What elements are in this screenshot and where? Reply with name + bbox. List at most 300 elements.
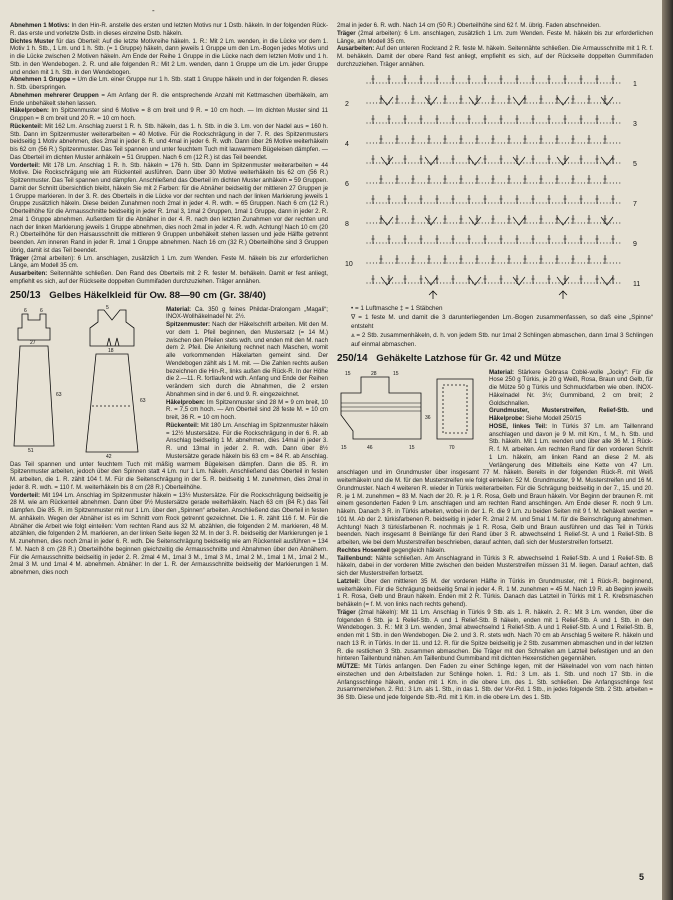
chain-stitch-mark: [574, 82, 575, 83]
paragraph: [337, 663, 653, 702]
chain-stitch-mark: [616, 182, 617, 183]
chain-stitch-mark: [610, 102, 611, 103]
chain-stitch-mark: [459, 242, 460, 243]
chain-stitch-mark: [392, 122, 393, 123]
paragraph-label: Ausarbeiten:: [337, 45, 375, 53]
chain-stitch-mark: [418, 82, 419, 83]
chain-stitch-mark: [539, 202, 540, 203]
chain-stitch-mark: [562, 82, 563, 83]
chain-stitch-mark: [478, 102, 479, 103]
chain-stitch-mark: [491, 122, 492, 123]
chain-stitch-mark: [552, 182, 553, 183]
chain-stitch-mark: [440, 202, 441, 203]
chain-stitch-mark: [379, 242, 380, 243]
chain-stitch-mark: [491, 262, 492, 263]
svg-text:18: 18: [108, 347, 114, 354]
paragraph: [337, 30, 653, 46]
paragraph-text: (2mal häkeln): Mit 11 Lm. Anschlag in Türkis 9 Stb. als 1. R. häkeln. 2. R.: Mit 3 Lm. wenden, über die folgenden 6 Stb. je 1 Relief-Stb. A und 1 Relief-Stb. B häkeln, enden mit 1 Relief-Stb. A und 1 Stb. in den Wendebogen. 3. R.: Mit 3 Lm. wenden, 3mal abwechselnd 1 Relief-Stb. A und 1 Relief-Stb. A und 1 Relief-Stb. B, enden mit 1 Stb. in den Wendebogen. Die 2. und 3. R. stets wdh. Nach 70 cm ab Anschlag 5 weitere R. häkeln und nach 13 R. in Türkis. In der 11. und 12. R. für die Spitze beidseitig je 2 Stb. zusammen abmaschen und in der letzten R. die restlichen 3 Stb. zusammen abmaschen. Die Träger mit den Schnallen am Latzteil befestigen und an den hinteren Taillenbund nähen. Am Taillenbund Gummiband mit dichten Hexenstichen gegennähen.: [337, 608, 653, 663]
chain-stitch-mark: [558, 102, 559, 103]
chain-stitch-mark: [610, 262, 611, 263]
chain-stitch-mark: [379, 262, 380, 263]
chain-stitch-mark: [411, 82, 412, 83]
chain-stitch-mark: [475, 202, 476, 203]
chain-stitch-mark: [514, 262, 515, 263]
chain-stitch-mark: [610, 242, 611, 243]
chain-stitch-mark: [494, 202, 495, 203]
chain-stitch-mark: [600, 82, 601, 83]
chain-stitch-mark: [517, 262, 518, 263]
chain-stitch-mark: [616, 82, 617, 83]
crochet-chart: [337, 69, 653, 301]
chain-stitch-mark: [424, 82, 425, 83]
chain-stitch-mark: [491, 242, 492, 243]
chain-stitch-mark: [386, 182, 387, 183]
chain-stitch-mark: [411, 242, 412, 243]
dress-schematic-svg: [10, 304, 160, 460]
chain-stitch-mark: [482, 182, 483, 183]
chain-stitch-mark: [590, 282, 591, 283]
spider-stitch-mark: [601, 217, 613, 225]
chain-stitch-mark: [606, 142, 607, 143]
chain-stitch-mark: [366, 182, 367, 183]
chain-stitch-mark: [424, 242, 425, 243]
chain-stitch-mark: [606, 202, 607, 203]
svg-text:63: 63: [140, 397, 146, 404]
chain-stitch-mark: [450, 102, 451, 103]
chain-stitch-mark: [568, 162, 569, 163]
chain-stitch-mark: [546, 82, 547, 83]
chain-stitch-mark: [456, 142, 457, 143]
chain-stitch-mark: [450, 282, 451, 283]
svg-text:15: 15: [393, 370, 399, 377]
chain-stitch-mark: [494, 222, 495, 223]
chain-stitch-mark: [594, 202, 595, 203]
svg-text:51: 51: [28, 447, 34, 454]
chain-stitch-mark: [427, 262, 428, 263]
paragraph: [337, 22, 653, 30]
chain-stitch-mark: [546, 222, 547, 223]
chain-stitch-mark: [549, 102, 550, 103]
paragraph-label: Spitzenmuster:: [166, 321, 211, 328]
chain-stitch-mark: [498, 282, 499, 283]
paragraph: [337, 578, 653, 609]
chain-stitch-mark: [370, 282, 371, 283]
chain-stitch-mark: [418, 122, 419, 123]
chain-stitch-mark: [539, 142, 540, 143]
chain-stitch-mark: [555, 122, 556, 123]
paragraph-label: Ausarbeiten:: [10, 270, 48, 277]
chain-stitch-mark: [568, 122, 569, 123]
chain-stitch-mark: [619, 202, 620, 203]
chain-stitch-mark: [430, 262, 431, 263]
chain-stitch-mark: [466, 122, 467, 123]
chain-stitch-mark: [424, 262, 425, 263]
chain-stitch-mark: [504, 142, 505, 143]
paragraph-text: Mit Türkis anfangen. Den Faden zu einer Schlinge legen, mit der Häkelnadel von vorn nach hinten einstechen und den Arbeitsfaden zur Schlinge holen. 1. Rd.: 3 Lm. als 1. Stb. und noch 17 Stb. in die Anfangsschlinge häkeln, enden mit 1 Km. in die obere Lm. des 1. Stb. schließen. Die Anfangsschlinge fest zusammenziehen. 2. Rd.: 3 Lm. als 1. Stb., in das 1. Stb. der Vor-Rd. 1 Stb., in jedes folgende Stb. 2 Stb. arbeiten = 36 Stb. Diese und jede folgende Stb.-Rd. mit 1 Km. in die obere Lm. des 1. Stb.: [337, 663, 653, 701]
chain-stitch-mark: [542, 202, 543, 203]
chain-stitch-mark: [568, 202, 569, 203]
svg-text:63: 63: [56, 391, 62, 398]
chain-stitch-mark: [443, 202, 444, 203]
paragraph-text: 2mal in jeder 6. R. wdh. Nach 14 cm (50 R.) Oberteilhöhe sind 62 f. M. übrig. Faden abschneiden.: [337, 22, 601, 29]
chain-stitch-mark: [568, 282, 569, 283]
chain-stitch-mark: [405, 142, 406, 143]
chain-stitch-mark: [466, 182, 467, 183]
chain-stitch-mark: [488, 82, 489, 83]
chain-stitch-mark: [565, 262, 566, 263]
chain-stitch-mark: [456, 282, 457, 283]
chain-stitch-mark: [450, 262, 451, 263]
chain-stitch-mark: [571, 262, 572, 263]
chain-stitch-mark: [459, 102, 460, 103]
chain-stitch-mark: [587, 242, 588, 243]
chain-stitch-mark: [546, 242, 547, 243]
chain-stitch-mark: [414, 222, 415, 223]
chain-stitch-mark: [494, 182, 495, 183]
chain-stitch-mark: [536, 122, 537, 123]
chain-stitch-mark: [539, 282, 540, 283]
paragraph-label: Vorderteil:: [10, 161, 41, 169]
chain-stitch-mark: [440, 142, 441, 143]
chain-stitch-mark: [440, 82, 441, 83]
chain-stitch-mark: [562, 242, 563, 243]
chain-stitch-mark: [408, 262, 409, 263]
paragraph-text: = Am Anfang der R. die entsprechende Anzahl mit Kettmaschen überhäkeln, am Ende unbehäkelt stehen lassen.: [10, 91, 328, 107]
chain-stitch-mark: [568, 82, 569, 83]
chain-stitch-mark: [526, 202, 527, 203]
chain-stitch-mark: [578, 122, 579, 123]
chain-stitch-mark: [574, 202, 575, 203]
chain-stitch-mark: [619, 182, 620, 183]
chain-stitch-mark: [446, 182, 447, 183]
chain-stitch-mark: [606, 222, 607, 223]
section-heading-250-13: [10, 290, 328, 302]
chain-stitch-mark: [411, 262, 412, 263]
chain-stitch-mark: [616, 202, 617, 203]
chain-stitch-mark: [440, 282, 441, 283]
chain-stitch-mark: [446, 242, 447, 243]
chain-stitch-mark: [462, 182, 463, 183]
chain-stitch-mark: [610, 222, 611, 223]
chain-stitch-mark: [610, 202, 611, 203]
paragraph-text: In den Hin-R. anstelle des ersten und letzten Motivs nur 1 Dstb. häkeln. In der folgenden Rück-R. das erste und vorletzte Dstb. in dieses einzelne Dstb. häkeln.: [10, 22, 329, 37]
chain-stitch-mark: [526, 242, 527, 243]
chain-stitch-mark: [510, 122, 511, 123]
chain-stitch-mark: [578, 142, 579, 143]
chain-stitch-mark: [392, 142, 393, 143]
chain-stitch-mark: [392, 282, 393, 283]
chain-stitch-mark: [587, 122, 588, 123]
chain-stitch-mark: [478, 222, 479, 223]
paragraph-text: Über den mittleren 35 M. der vorderen Hälfte in Türkis im Grundmuster, mit 1 Rück-R. beginnend, weiterhäkeln. Für die Schrägung beidseitig 5mal in jeder 4. R. 1 M. zunehmen = 45 M. Nach 19 R. ab Beginn jeweils 1 R. Rosa, Gelb und Braun häkeln. Enden mit 2 R. Türkis. Danach das Latzteil in Türkis mit 1 R. Krebsmaschen behäkeln (= f. M. von links nach rechts gehend).: [337, 577, 653, 608]
chain-stitch-mark: [501, 142, 502, 143]
chain-stitch-mark: [437, 102, 438, 103]
chain-stitch-mark: [613, 262, 614, 263]
chain-stitch-mark: [610, 82, 611, 83]
chain-stitch-mark: [603, 102, 604, 103]
chain-stitch-mark: [590, 262, 591, 263]
spider-stitch-mark: [601, 97, 613, 105]
page-edge-shadow: [662, 0, 673, 900]
material-label: Material:: [166, 305, 192, 313]
chain-stitch-mark: [603, 162, 604, 163]
chain-stitch-mark: [398, 222, 399, 223]
paragraph: [10, 492, 328, 577]
chain-stitch-mark: [517, 142, 518, 143]
chain-stitch-mark: [405, 222, 406, 223]
chain-stitch-mark: [494, 82, 495, 83]
chain-stitch-mark: [376, 142, 377, 143]
chain-stitch-mark: [594, 142, 595, 143]
chain-stitch-mark: [555, 222, 556, 223]
top-mark: -: [152, 6, 155, 15]
chain-stitch-mark: [482, 222, 483, 223]
chain-stitch-mark: [392, 82, 393, 83]
chain-stitch-mark: [526, 102, 527, 103]
chain-stitch-mark: [472, 262, 473, 263]
chain-stitch-mark: [523, 142, 524, 143]
chain-stitch-mark: [584, 202, 585, 203]
spider-stitch-mark: [425, 97, 437, 105]
pattern-end-arrow: [559, 291, 567, 299]
chain-stitch-mark: [411, 142, 412, 143]
chain-stitch-mark: [450, 182, 451, 183]
chain-stitch-mark: [574, 142, 575, 143]
chain-stitch-mark: [590, 102, 591, 103]
chain-stitch-mark: [376, 242, 377, 243]
chain-stitch-mark: [530, 82, 531, 83]
chain-stitch-mark: [501, 222, 502, 223]
paragraph-label: Rechtes Hosenteil: [337, 546, 390, 554]
chain-stitch-mark: [488, 102, 489, 103]
chain-stitch-mark: [373, 182, 374, 183]
chain-stitch-mark: [386, 262, 387, 263]
chain-stitch-mark: [379, 222, 380, 223]
chain-stitch-mark: [558, 182, 559, 183]
chain-stitch-mark: [616, 162, 617, 163]
chain-stitch-mark: [600, 162, 601, 163]
chain-stitch-mark: [414, 162, 415, 163]
chain-stitch-mark: [514, 122, 515, 123]
chain-stitch-mark: [405, 102, 406, 103]
chain-stitch-mark: [376, 222, 377, 223]
chain-stitch-mark: [373, 262, 374, 263]
chain-stitch-mark: [382, 222, 383, 223]
chain-stitch-mark: [366, 122, 367, 123]
spider-stitch-mark: [469, 157, 481, 165]
chain-stitch-mark: [520, 82, 521, 83]
chain-stitch-mark: [379, 122, 380, 123]
chain-stitch-mark: [488, 142, 489, 143]
chain-stitch-mark: [523, 162, 524, 163]
chain-stitch-mark: [530, 122, 531, 123]
chain-stitch-mark: [610, 182, 611, 183]
chain-stitch-mark: [446, 162, 447, 163]
chain-stitch-mark: [411, 202, 412, 203]
chain-stitch-mark: [594, 102, 595, 103]
chain-stitch-mark: [514, 102, 515, 103]
chain-stitch-mark: [408, 222, 409, 223]
chain-stitch-mark: [574, 282, 575, 283]
chain-stitch-mark: [459, 122, 460, 123]
paragraph-label: Vorderteil:: [10, 491, 41, 499]
chain-stitch-mark: [392, 182, 393, 183]
chain-stitch-mark: [462, 282, 463, 283]
chain-stitch-mark: [450, 82, 451, 83]
chain-stitch-mark: [523, 82, 524, 83]
chain-stitch-mark: [491, 202, 492, 203]
paragraph-text: für das Oberteil: Auf die letzte Motivreihe häkeln. 1. R.: Mit 2 Lm. wenden, in die Lücke vor dem 1. Motiv 1 h. Stb., 1 Lm. und 1 h. Stb. (= 1 Gruppe) häkeln, dann jeweils 1 Gruppe um den Lm.-Bogen jedes Motivs und in die Lücke zwischen 2 Motiven häkeln. Am Ende der Reihe 1 Gruppe in die Lücke nach dem letzten Motiv und 1 h. Stb. in den Wendebogen. 2. R. und alle folgenden R.: Mit 2 Lm. wenden, dann 1 Gruppe um die Lm. jeder Gruppe und enden mit 1 h. Stb. in den Wendebogen.: [10, 37, 328, 76]
chain-stitch-mark: [494, 282, 495, 283]
row-number-left: 10: [345, 260, 353, 268]
section-title: Gelbes Häkelkleid für Ow. 88—90 cm (Gr. 38/40): [49, 289, 266, 301]
chain-stitch-mark: [552, 82, 553, 83]
section-number: 250/14: [337, 352, 368, 364]
paragraph: [337, 609, 653, 663]
chain-stitch-mark: [488, 122, 489, 123]
chain-stitch-mark: [536, 262, 537, 263]
chain-stitch-mark: [446, 122, 447, 123]
chain-stitch-mark: [546, 122, 547, 123]
right-column: [337, 22, 653, 702]
chain-stitch-mark: [376, 262, 377, 263]
paragraph-text: Seitennähte schließen. Den Rand des Oberteils mit 2 R. fester M. behäkeln. Damit er fest anliegt, empfiehlt es sich, auf der Rückseite doppelten Gummifaden durchzuziehen. Träger annähen.: [10, 270, 328, 285]
chain-stitch-mark: [546, 282, 547, 283]
chain-stitch-mark: [408, 242, 409, 243]
chain-stitch-mark: [584, 222, 585, 223]
chain-stitch-mark: [389, 262, 390, 263]
chain-stitch-mark: [414, 142, 415, 143]
row-number-right: 9: [633, 240, 637, 248]
chain-stitch-mark: [427, 282, 428, 283]
chain-stitch-mark: [546, 182, 547, 183]
chain-stitch-mark: [533, 142, 534, 143]
chain-stitch-mark: [472, 82, 473, 83]
chain-stitch-mark: [603, 282, 604, 283]
chain-stitch-mark: [581, 142, 582, 143]
chain-stitch-mark: [558, 202, 559, 203]
chain-stitch-mark: [526, 162, 527, 163]
chain-stitch-mark: [475, 142, 476, 143]
chain-stitch-mark: [558, 262, 559, 263]
chain-stitch-mark: [562, 262, 563, 263]
chain-stitch-mark: [562, 142, 563, 143]
chain-stitch-mark: [520, 182, 521, 183]
chain-stitch-mark: [366, 102, 367, 103]
chain-stitch-mark: [469, 142, 470, 143]
section-250-14-body: [337, 423, 653, 702]
material-text: Ca. 350 g feines Phildar-Dralongarn „Magali“; INOX-Wollhäkelnadel Nr. 2½.: [166, 305, 328, 321]
chain-stitch-mark: [488, 282, 489, 283]
chain-stitch-mark: [610, 142, 611, 143]
chain-stitch-mark: [565, 182, 566, 183]
chain-stitch-mark: [514, 282, 515, 283]
chain-stitch-mark: [402, 122, 403, 123]
chain-stitch-mark: [482, 102, 483, 103]
chain-stitch-mark: [398, 102, 399, 103]
left-column: [10, 22, 328, 577]
chain-stitch-mark: [453, 222, 454, 223]
chain-stitch-mark: [376, 122, 377, 123]
chain-stitch-mark: [370, 142, 371, 143]
chain-stitch-mark: [581, 182, 582, 183]
svg-text:15: 15: [409, 444, 415, 451]
chain-stitch-mark: [610, 162, 611, 163]
row-number-left: 2: [345, 100, 349, 108]
chain-stitch-mark: [430, 202, 431, 203]
chain-stitch-mark: [408, 122, 409, 123]
chain-stitch-mark: [542, 122, 543, 123]
chain-stitch-mark: [382, 182, 383, 183]
chain-stitch-mark: [443, 282, 444, 283]
chain-stitch-mark: [446, 102, 447, 103]
chain-stitch-mark: [392, 262, 393, 263]
chain-stitch-mark: [597, 142, 598, 143]
chain-stitch-mark: [459, 142, 460, 143]
chain-stitch-mark: [437, 142, 438, 143]
chain-stitch-mark: [366, 202, 367, 203]
chain-stitch-mark: [539, 162, 540, 163]
chain-stitch-mark: [619, 282, 620, 283]
chain-stitch-mark: [587, 282, 588, 283]
chain-stitch-mark: [533, 182, 534, 183]
spider-stitch-mark: [381, 277, 393, 285]
legend-item-chain-stitch: • = 1 Luftmasche ‡ = 1 Stäbchen: [351, 304, 443, 312]
chain-stitch-mark: [514, 222, 515, 223]
chain-stitch-mark: [568, 102, 569, 103]
chain-stitch-mark: [386, 142, 387, 143]
chain-stitch-mark: [398, 142, 399, 143]
chain-stitch-mark: [376, 102, 377, 103]
chain-stitch-mark: [373, 222, 374, 223]
paragraph-label: Abnehmen 1 Gruppe: [10, 76, 71, 84]
chain-stitch-mark: [466, 82, 467, 83]
chain-stitch-mark: [594, 282, 595, 283]
chain-stitch-mark: [430, 282, 431, 283]
chain-stitch-mark: [558, 122, 559, 123]
chain-stitch-mark: [382, 162, 383, 163]
spider-stitch-mark: [513, 97, 525, 105]
chain-stitch-mark: [539, 222, 540, 223]
paragraph-label: HOSE, linkes Teil:: [489, 422, 548, 430]
chain-stitch-mark: [443, 222, 444, 223]
chain-stitch-mark: [443, 122, 444, 123]
chain-stitch-mark: [373, 142, 374, 143]
chain-stitch-mark: [606, 282, 607, 283]
paragraph: [337, 555, 653, 578]
chain-stitch-mark: [603, 182, 604, 183]
paragraph: [10, 76, 328, 92]
chain-stitch-mark: [462, 222, 463, 223]
chain-stitch-mark: [526, 82, 527, 83]
row-number-left: 8: [345, 220, 349, 228]
chain-stitch-mark: [398, 262, 399, 263]
chain-stitch-mark: [578, 262, 579, 263]
chain-stitch-mark: [469, 222, 470, 223]
chain-stitch-mark: [392, 242, 393, 243]
chain-stitch-mark: [542, 82, 543, 83]
chain-stitch-mark: [370, 262, 371, 263]
chain-stitch-mark: [616, 262, 617, 263]
chain-stitch-mark: [571, 242, 572, 243]
spider-stitch-mark: [469, 277, 481, 285]
chain-stitch-mark: [504, 122, 505, 123]
chain-stitch-mark: [530, 142, 531, 143]
section-number: 250/13: [10, 289, 41, 301]
chain-stitch-mark: [510, 242, 511, 243]
chain-stitch-mark: [450, 202, 451, 203]
chain-stitch-mark: [456, 182, 457, 183]
